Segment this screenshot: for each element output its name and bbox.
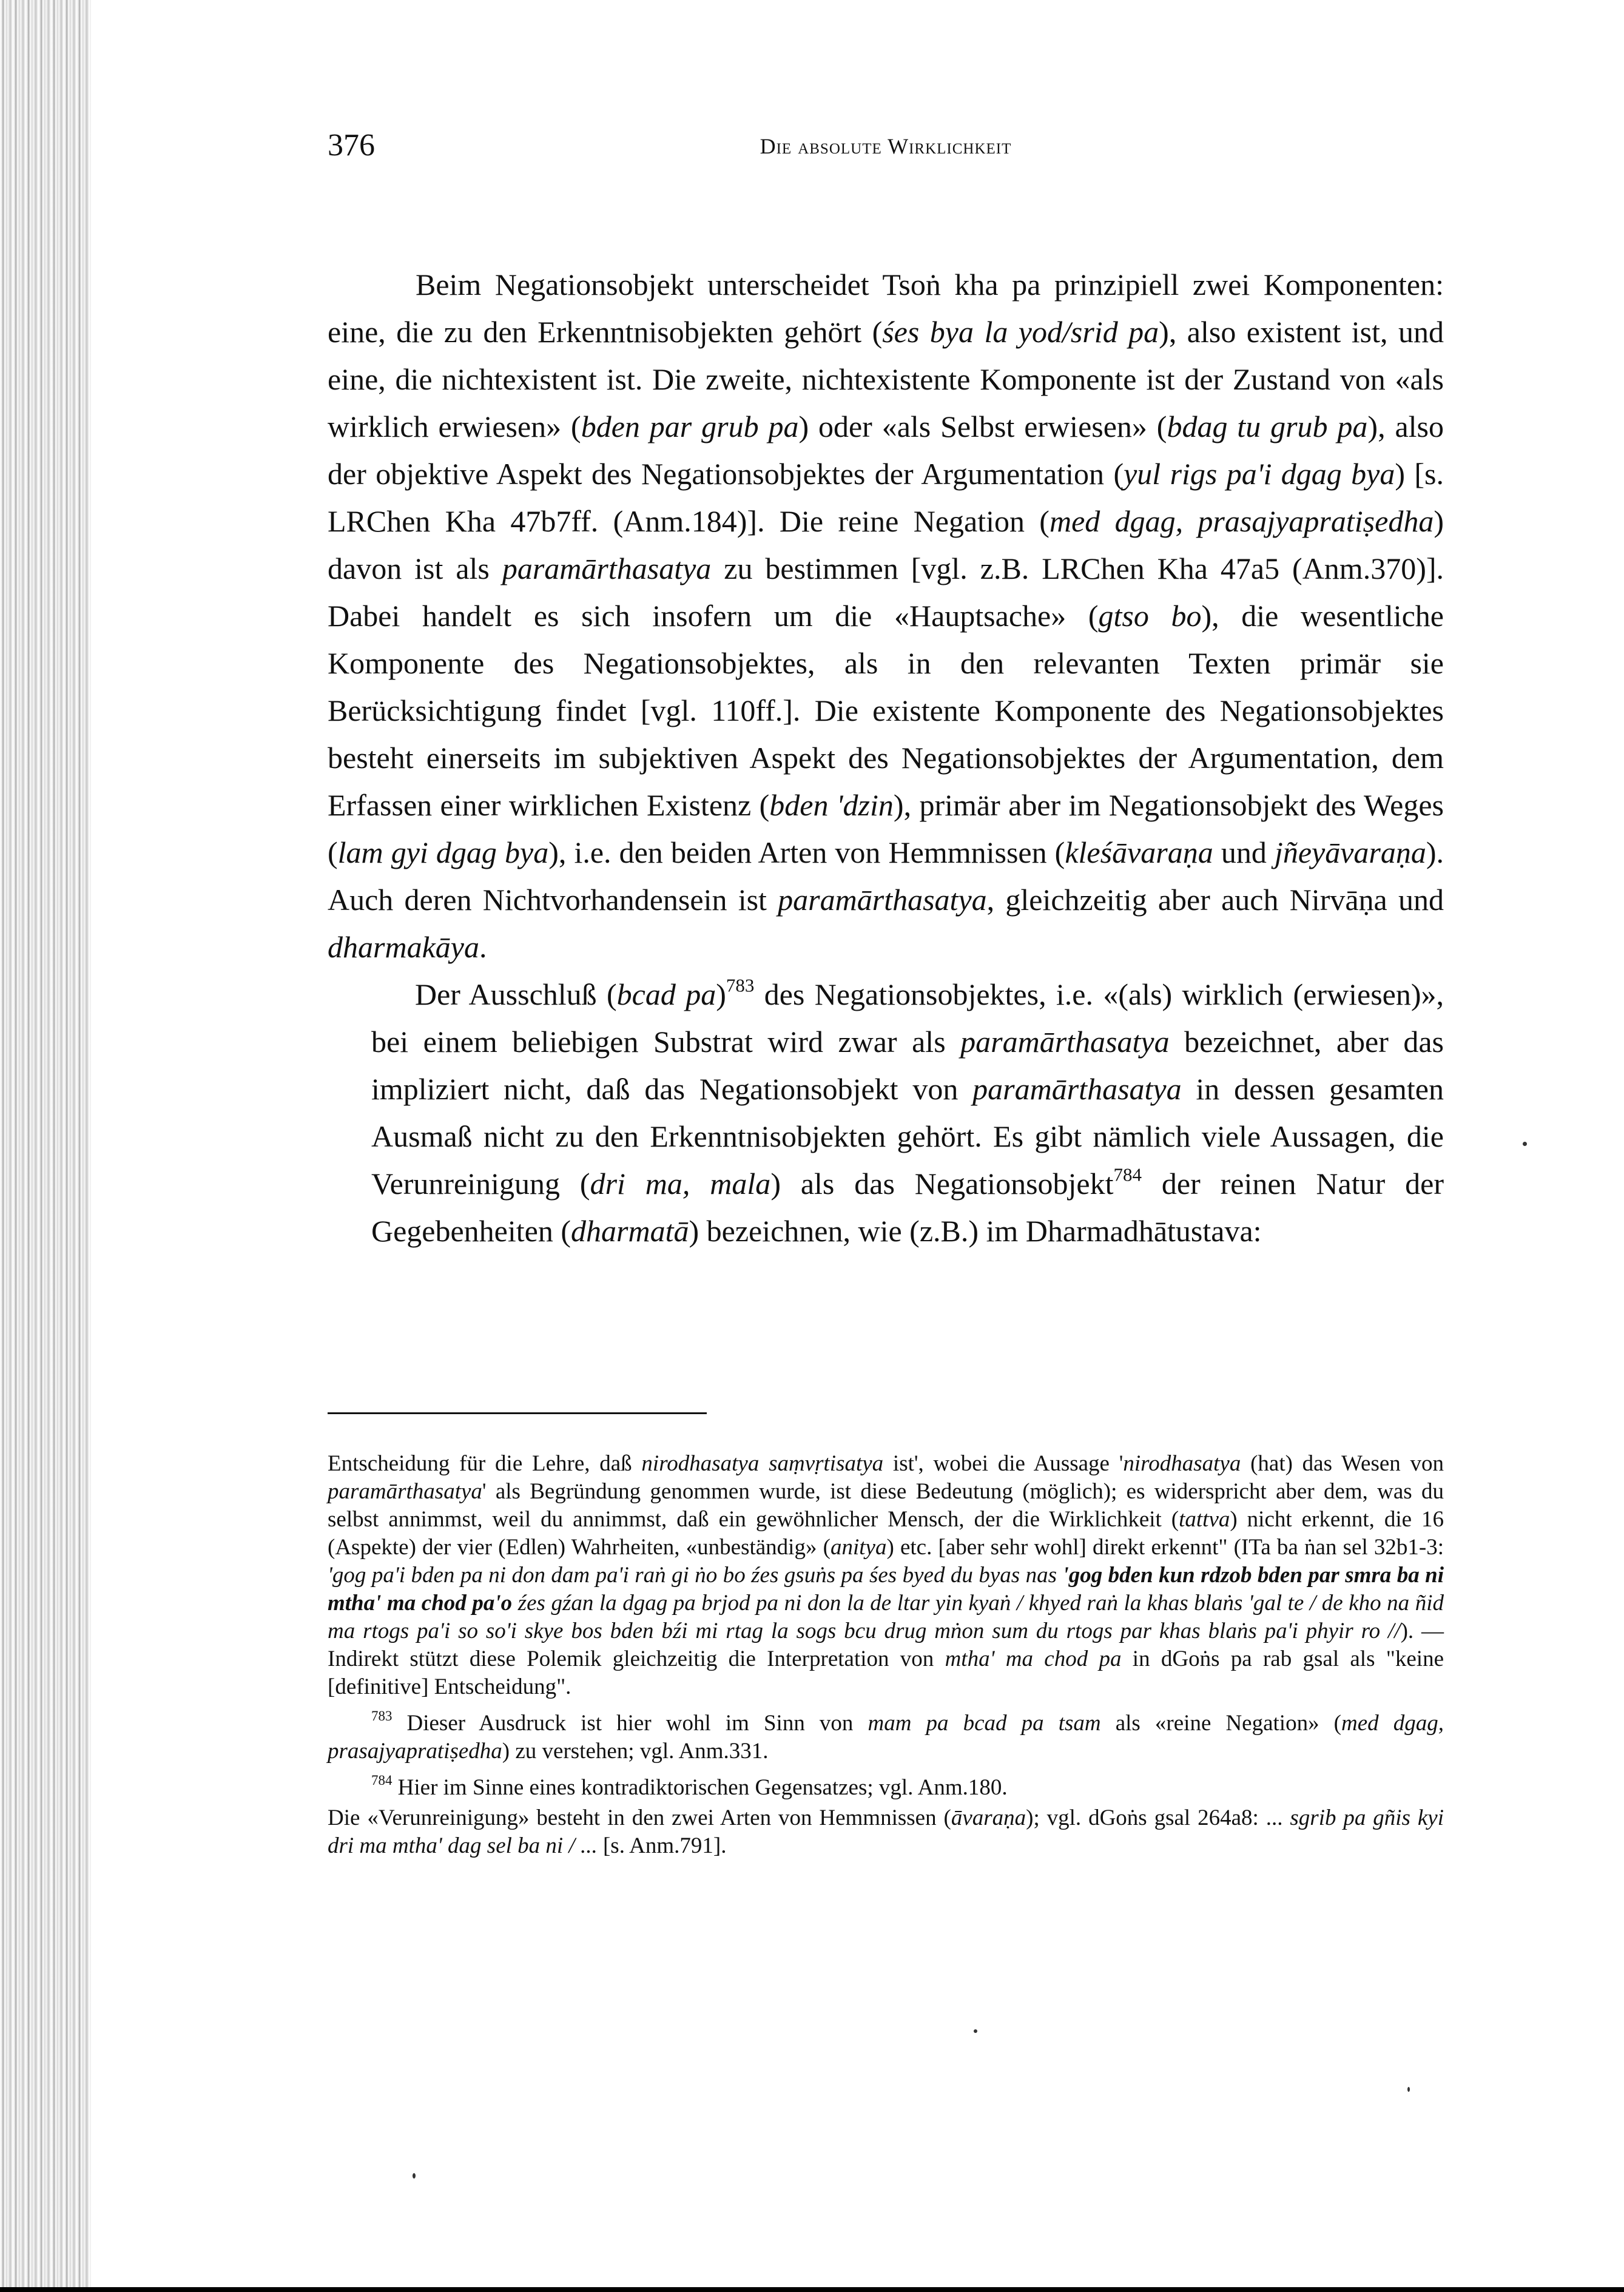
italic-term: gtso bo [1098, 599, 1202, 633]
italic-term: dharmatā [571, 1214, 689, 1248]
bold-italic-term: 'gog bden kun rdzob bden par smra ba ni mtha' ma chod pa'o [328, 1563, 1444, 1616]
main-text [328, 261, 1444, 1255]
italic-term: mtha' ma chod pa [945, 1647, 1122, 1671]
italic-term: nirodhasatya saṃvṛtisatya [641, 1451, 884, 1476]
footnote-ref: 783 [726, 974, 755, 996]
scan-speck [1523, 1142, 1527, 1146]
text-run: ), primär aber im Negationsobjekt des Weges ( [328, 788, 1444, 869]
italic-term: nirodhasatya [1123, 1451, 1241, 1476]
text-run: ) nicht erkennt, die 16 (Aspekte) der vier (Edlen) Wahrheiten, «unbeständig» ( [328, 1507, 1444, 1560]
italic-term: śes bya la yod/srid pa [882, 315, 1159, 349]
footnote-ref: 784 [1113, 1164, 1142, 1185]
footnote-784-continued [328, 1804, 1444, 1860]
footnote-separator [328, 1412, 707, 1414]
italic-term: paramārthasatya [328, 1479, 482, 1504]
italic-term: kleśāvaraṇa [1065, 835, 1213, 869]
text-run: des Negationsobjektes, i.e. «(als) wirklich (erwiesen)», bei einem beliebigen Substrat wird zwar als [371, 977, 1444, 1059]
text-run: (hat) das Wesen von [1241, 1451, 1444, 1476]
italic-term: 'gog pa'i bden pa ni don dam pa'i raṅ gi ṅo bo źes gsuṅs pa śes byed du byas nas [328, 1563, 1063, 1588]
text-run: Dieser Ausdruck ist hier wohl im Sinn von [392, 1711, 868, 1736]
italic-term: bden par grub pa [581, 410, 799, 443]
italic-term: źes gźan la dgag pa brjod pa ni don la de ltar yin kyaṅ / khyed raṅ la khas blaṅs 'gal te / de kho na ñid ma rtogs pa'i so so'i skye bos bden bźi mi rtag la sogs bcu drug mṅon sum du rtogs par khas blaṅs pa'i phyir ro // [328, 1591, 1444, 1643]
text-run: ) zu verstehen; vgl. Anm.331. [502, 1739, 769, 1764]
page-number: 376 [328, 128, 375, 163]
scan-speck [1407, 2087, 1410, 2092]
italic-term: paramārthasatya [778, 883, 987, 917]
text-run: ), i.e. den beiden Arten von Hemmnissen ( [548, 835, 1065, 869]
italic-term: sgrib pa gñis kyi dri ma mtha' dag sel ba ni / ... [328, 1805, 1444, 1858]
text-run: ), also der objektive Aspekt des Negationsobjektes der Argumentation ( [328, 410, 1444, 491]
italic-term: bdag tu grub pa [1167, 410, 1368, 443]
text-run: Der Ausschluß ( [415, 977, 617, 1011]
footnote-784 [328, 1774, 1444, 1802]
text-run: Die «Verunreinigung» besteht in den zwei Arten von Hemmnissen ( [328, 1805, 951, 1830]
text-run: zu bestimmen [vgl. z.B. LRChen Kha 47a5 (Anm.370)]. Dabei handelt es sich insofern um die «Hauptsache» ( [328, 551, 1444, 633]
footnote-carryover [328, 1450, 1444, 1701]
text-run: ), die wesentliche Komponente des Negationsobjektes, als in den relevanten Texten primär sie Berücksichtigung findet [vgl. 110ff.]. Die existente Komponente des Negationsobjektes besteht einerseits im subjektiven Aspekt des Negationsobjektes der Argumentation, dem Erfassen einer wirklichen Existenz ( [328, 599, 1444, 822]
text-run: ), also existent ist, und eine, die nichtexistent ist. Die zweite, nichtexistente Komponente ist der Zustand von «als wirklich erwiesen» ( [328, 315, 1444, 443]
text-run: ) als das Negationsobjekt [770, 1167, 1114, 1201]
text-run: Beim Negationsobjekt unterscheidet Tsoṅ kha pa prinzipiell zwei Komponenten: eine, die zu den Erkenntnisobjekten gehört ( [328, 268, 1444, 349]
italic-term: dri ma, mala [590, 1167, 771, 1201]
text-run: . [479, 930, 487, 964]
text-run: in dessen gesamten Ausmaß nicht zu den Erkenntnisobjekten gehört. Es gibt nämlich viele Aussagen, die Verunreinigung ( [371, 1072, 1444, 1201]
text-run: Hier im Sinne eines kontradiktorischen Gegensatzes; vgl. Anm.180. [392, 1775, 1008, 1800]
text-run: ) [716, 977, 726, 1011]
italic-term: mam pa bcad pa tsam [868, 1711, 1101, 1736]
text-run: ist', wobei die Aussage ' [883, 1451, 1124, 1476]
italic-term: paramārthasatya [960, 1025, 1170, 1059]
text-run: ) oder «als Selbst erwiesen» ( [798, 410, 1167, 443]
text-run: ' als Begründung genommen wurde, ist diese Bedeutung (möglich); es widerspricht aber dem, was du selbst annimmst, weil du annimmst, daß ein gewöhnlicher Mensch, der die Wirklichkeit ( [328, 1479, 1444, 1532]
paragraph-1 [328, 261, 1444, 971]
italic-term: anitya [830, 1535, 887, 1560]
text-run: ); vgl. dGoṅs gsal 264a8: ... [1026, 1805, 1290, 1830]
text-run: ) [s. LRChen Kha 47b7ff. (Anm.184)]. Die reine Negation ( [328, 457, 1444, 538]
text-run: ) etc. [aber sehr wohl] direkt erkennt" (ITa ba ṅan sel 32b1-3: [886, 1535, 1444, 1560]
italic-term: dharmakāya [328, 930, 479, 964]
italic-term: yul rigs pa'i dgag bya [1124, 457, 1395, 491]
italic-term: paramārthasatya [502, 551, 712, 585]
text-run: und [1213, 835, 1275, 869]
italic-term: bden 'dzin [769, 788, 894, 822]
text-run: [s. Anm.791]. [597, 1833, 727, 1858]
text-run: in dGoṅs pa rab gsal als "keine [definitive] Entscheidung". [328, 1647, 1444, 1699]
text-run: ) davon ist als [328, 504, 1444, 585]
scan-bottom-edge [0, 2287, 1624, 2292]
text-run: , gleichzeitig aber auch Nirvāṇa und [986, 883, 1444, 917]
text-run: ). — Indirekt stützt diese Polemik gleichzeitig die Interpretation von [328, 1619, 1444, 1671]
text-run: Entscheidung für die Lehre, daß [328, 1451, 642, 1476]
footnote-ref: 783 [371, 1708, 393, 1724]
italic-term: med dgag, prasajyapratiṣedha [328, 1711, 1444, 1764]
italic-term: jñeyāvaraṇa [1274, 835, 1426, 869]
page-header-title: Die absolute Wirklichkeit [760, 134, 1012, 158]
scan-speck [974, 2029, 977, 2033]
footnotes [328, 1450, 1444, 1869]
scan-speck [413, 2173, 416, 2179]
italic-term: āvaraṇa [951, 1805, 1026, 1830]
footnote-783 [328, 1710, 1444, 1765]
book-binding-edge [0, 0, 91, 2292]
text-run: der reinen Natur der Gegebenheiten ( [371, 1167, 1444, 1248]
paragraph-2 [371, 971, 1444, 1255]
text-run: als «reine Negation» ( [1100, 1711, 1341, 1736]
italic-term: bcad pa [616, 977, 716, 1011]
text-run: ). Auch deren Nichtvorhandensein ist [328, 835, 1444, 917]
text-run: bezeichnet, aber das impliziert nicht, daß das Negationsobjekt von [371, 1025, 1444, 1106]
italic-term: lam gyi dgag bya [337, 835, 549, 869]
italic-term: tattva [1179, 1507, 1230, 1532]
footnote-ref: 784 [371, 1772, 393, 1788]
running-head [328, 127, 1444, 176]
italic-term: paramārthasatya [972, 1072, 1182, 1106]
text-run: ) bezeichnen, wie (z.B.) im Dharmadhātustava: [689, 1214, 1262, 1248]
italic-term: med dgag, prasajyapratiṣedha [1049, 504, 1434, 538]
